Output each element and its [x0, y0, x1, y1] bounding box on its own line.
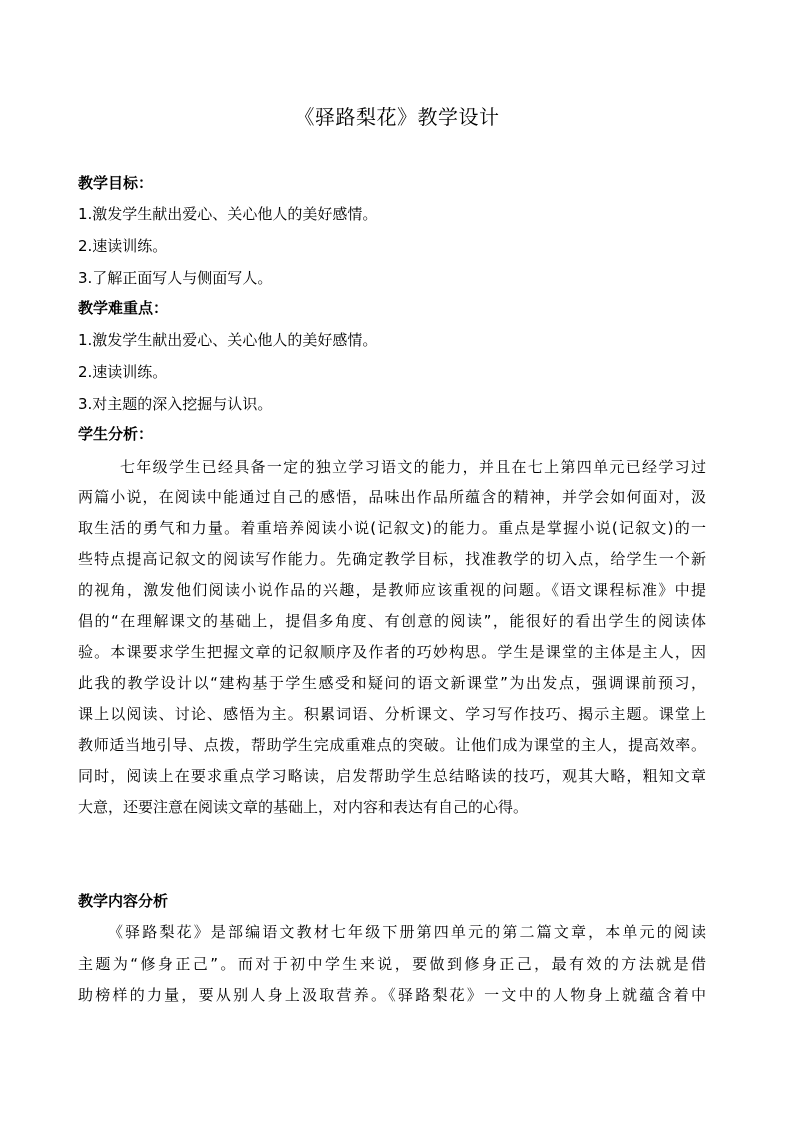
objective-item: 3.了解正面写人与侧面写人。: [78, 269, 273, 287]
paragraph-line: 两篇小说，在阅读中能通过自己的感悟，品味出作品所蕴含的精神，并学会如何面对，汲: [78, 488, 708, 506]
paragraph-line: 同时，阅读上在要求重点学习略读，启发帮助学生总结略读的技巧，观其大略，粗知文章: [78, 767, 708, 785]
paragraph-line: 教师适当地引导、点拨，帮助学生完成重难点的突破。让他们成为课堂的主人，提高效率。: [78, 736, 707, 754]
content-analysis-heading: 教学内容分析: [78, 892, 169, 910]
student-analysis-heading: 学生分析：: [78, 425, 154, 443]
paragraph-line: 主题为“修身正己”。而对于初中学生来说，要做到修身正己，最有效的方法就是借: [78, 955, 709, 973]
key-point-item: 3.对主题的深入挖掘与认识。: [78, 395, 273, 413]
key-point-item: 1.激发学生献出爱心、关心他人的美好感情。: [78, 331, 378, 349]
key-point-item: 2.速读训练。: [78, 363, 168, 381]
paragraph-line: 《驿路梨花》是部编语文教材七年级下册第四单元的第二篇文章，本单元的阅读: [108, 923, 709, 941]
objective-item: 1.激发学生献出爱心、关心他人的美好感情。: [78, 205, 378, 223]
objectives-heading: 教学目标：: [78, 174, 154, 192]
document-title: 《驿路梨花》教学设计: [294, 105, 500, 129]
paragraph-line: 倡的“在理解课文的基础上，提倡多角度、有创意的阅读”，能很好的看出学生的阅读体: [78, 612, 708, 630]
paragraph-line: 验。本课要求学生把握文章的记叙顺序及作者的巧妙构思。学生是课堂的主体是主人，因: [78, 643, 708, 661]
paragraph-line: 七年级学生已经具备一定的独立学习语文的能力，并且在七上第四单元已经学习过: [120, 458, 708, 476]
paragraph-line: 大意，还要注意在阅读文章的基础上，对内容和表达有自己的心得。: [78, 798, 529, 816]
objective-item: 2.速读训练。: [78, 237, 168, 255]
paragraph-line: 课上以阅读、讨论、感悟为主。积累词语、分析课文、学习写作技巧、揭示主题。课堂上: [78, 705, 708, 723]
key-points-heading: 教学难重点：: [78, 299, 169, 317]
paragraph-line: 取生活的勇气和力量。着重培养阅读小说(记叙文)的能力。重点是掌握小说(记叙文)的一: [78, 519, 708, 537]
paragraph-line: 此我的教学设计以“建构基于学生感受和疑问的语文新课堂”为出发点，强调课前预习，: [78, 674, 708, 692]
paragraph-line: 助榜样的力量，要从别人身上汲取营养。《驿路梨花》一文中的人物身上就蕴含着中: [78, 986, 709, 1004]
paragraph-line: 的视角，激发他们阅读小说作品的兴趣，是教师应该重视的问题。《语文课程标准》中提: [78, 581, 708, 599]
paragraph-line: 些特点提高记叙文的阅读写作能力。先确定教学目标，找准教学的切入点，给学生一个新: [78, 550, 708, 568]
